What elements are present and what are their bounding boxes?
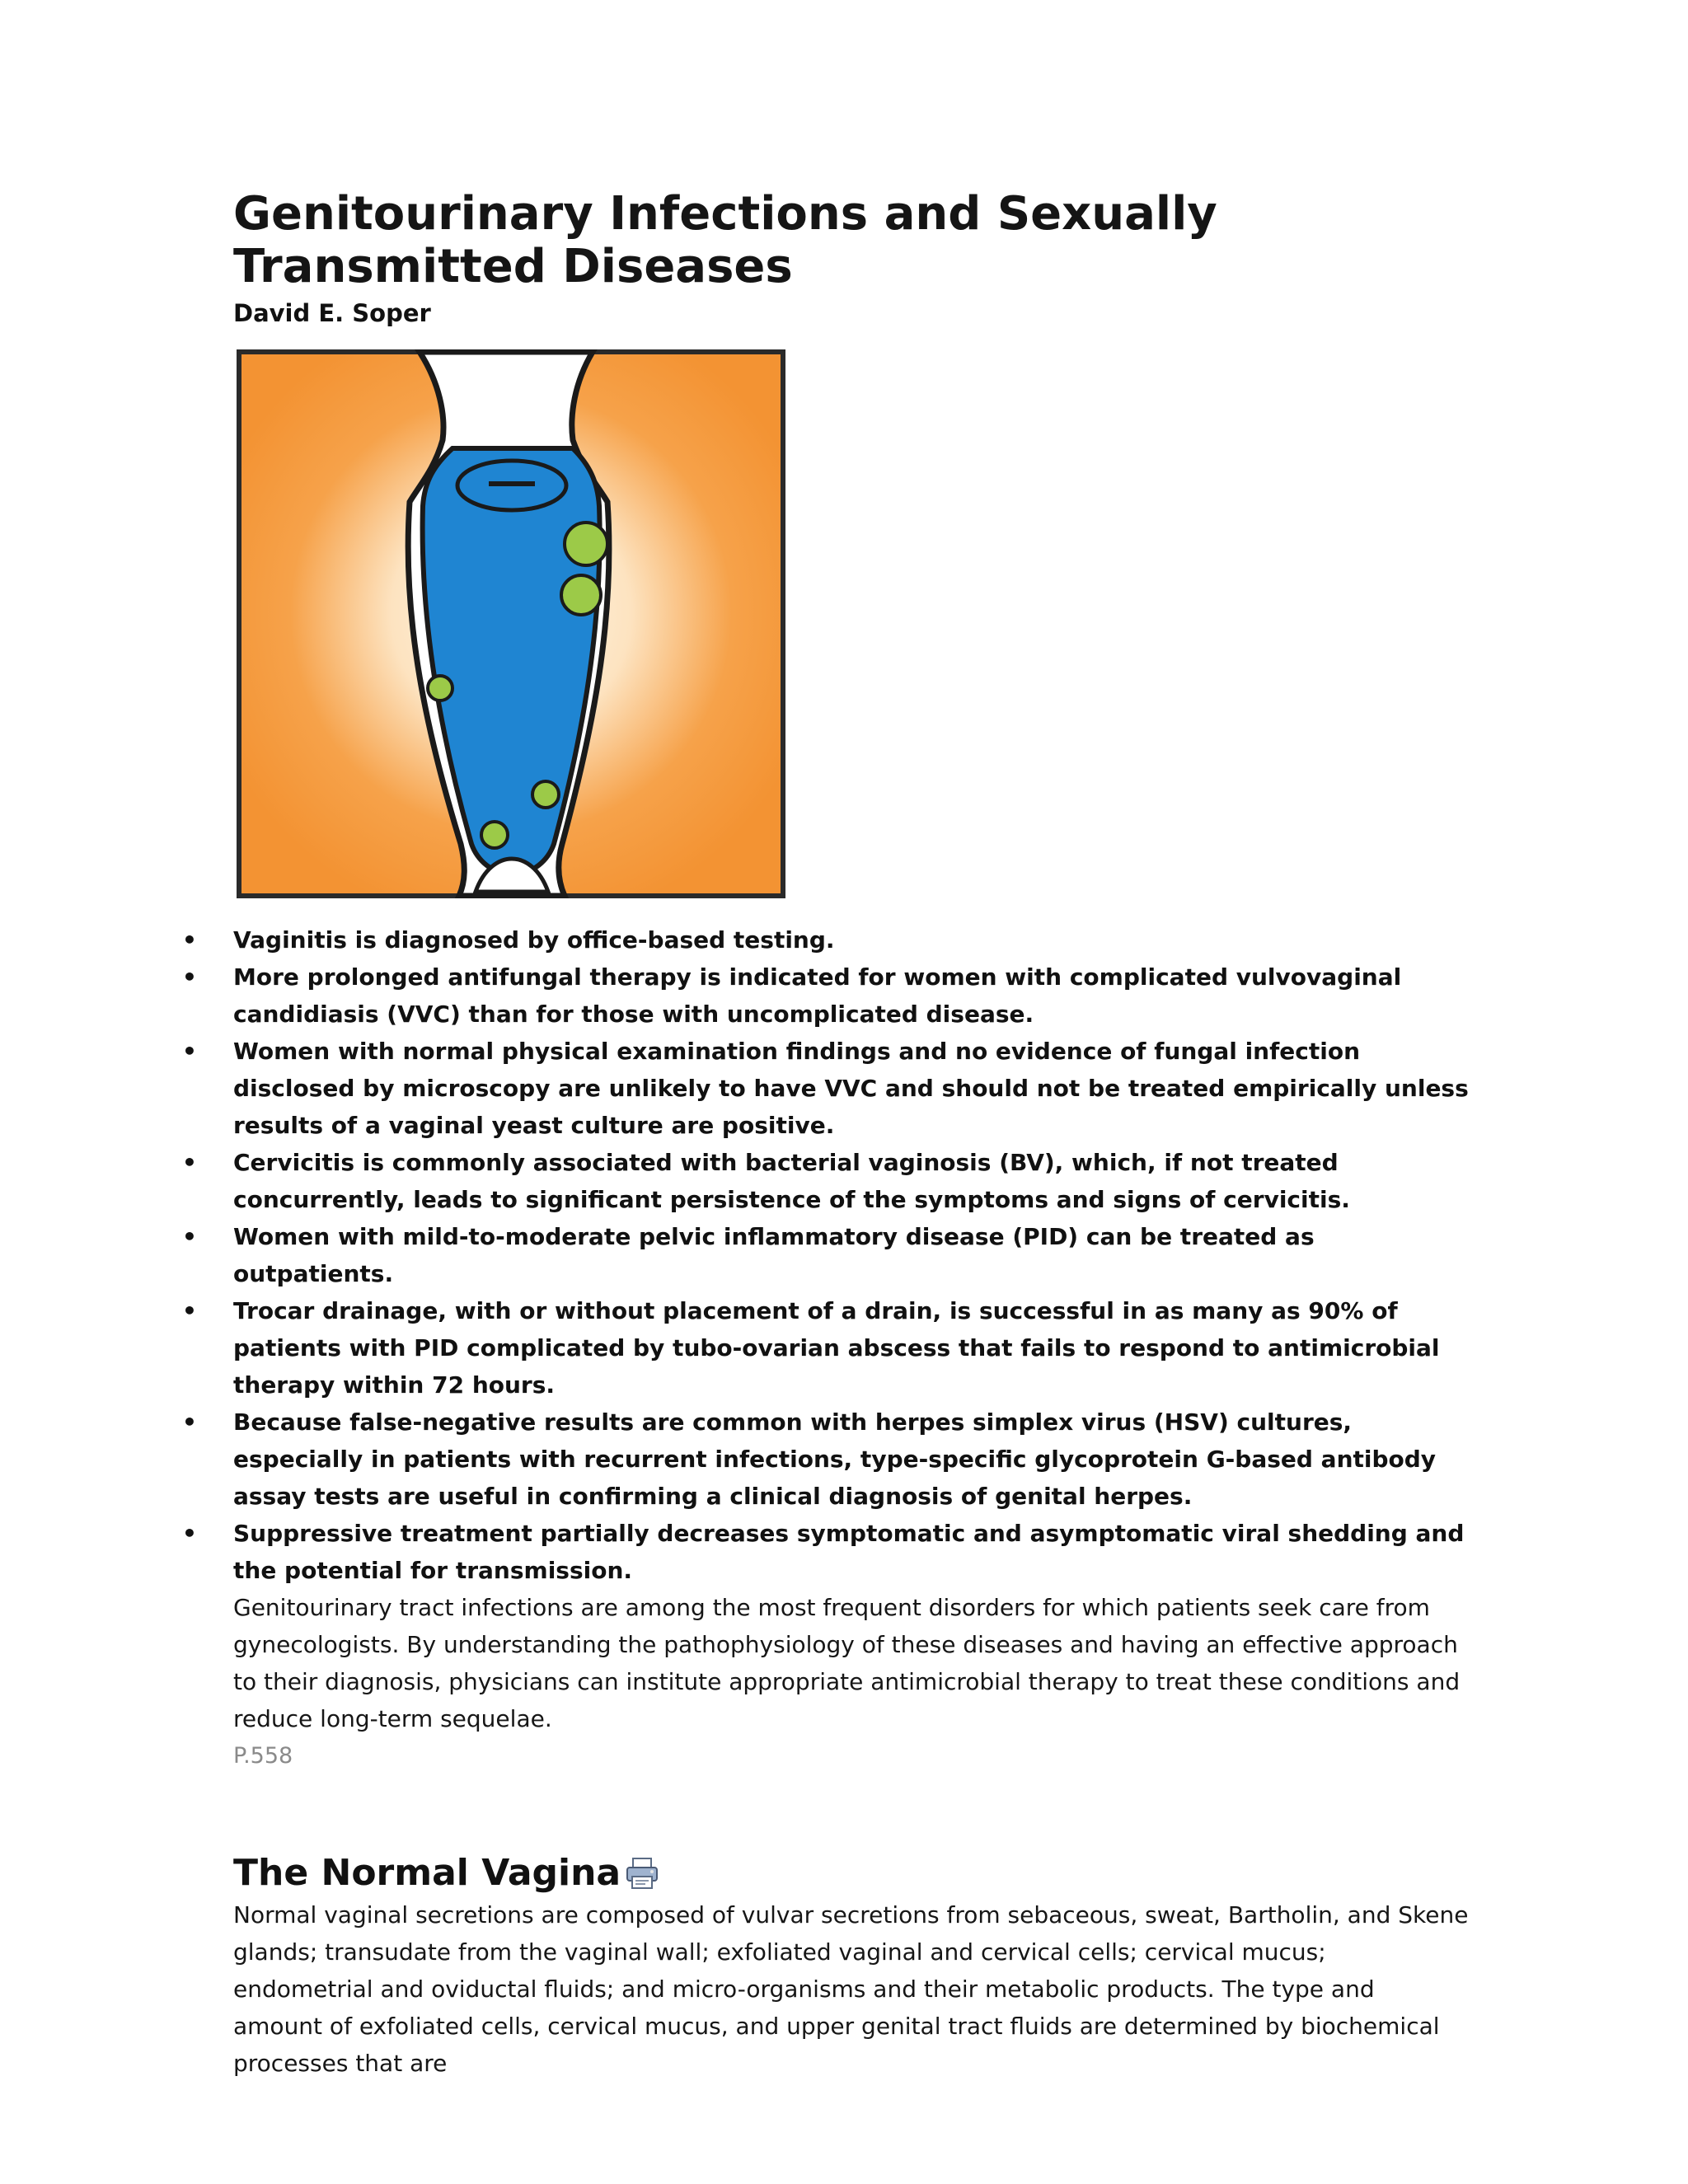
- bullet-icon: •: [182, 1223, 197, 1250]
- bullet-icon: •: [182, 1297, 197, 1324]
- intro-paragraph: Genitourinary tract infections are among the most frequent disorders for which patients seek care from gynecologists. By understanding the pathophysiology of these diseases and having an effective approach to their diagnosis, physicians can institute appropriate antimicrobial therapy to treat these conditions and reduce long-term sequelae.: [233, 1594, 1461, 1732]
- list-item: • Vaginitis is diagnosed by office-based testing.: [233, 921, 1470, 958]
- bullet-icon: •: [182, 1038, 197, 1065]
- bullet-icon: •: [182, 926, 197, 954]
- section-heading-text: The Normal Vagina: [233, 1852, 621, 1894]
- section-paragraph: Normal vaginal secretions are composed of vulvar secretions from sebaceous, sweat, Bartholin, and Skene glands; transudate from the vaginal wall; exfoliated vaginal and cervical cells; cervical mucus; endometrial and oviductal fluids; and micro-organisms and their metabolic products. The type and amount of exfoliated cells, cervical mucus, and upper genital tract fluids are determined by biochemical processes that are: [233, 1901, 1469, 2077]
- list-item: • Suppressive treatment partially decreases symptomatic and asymptomatic viral shedding and the potential for transmission.: [233, 1515, 1470, 1589]
- document-page: [182, 187, 1470, 2082]
- bullet-icon: •: [182, 963, 197, 991]
- organism: [532, 781, 559, 808]
- organism: [428, 676, 452, 701]
- list-item: • Women with normal physical examination findings and no evidence of fungal infection disclosed by microscopy are unlikely to have VVC and should not be treated empirically unless results of a vaginal yeast culture are positive.: [233, 1033, 1470, 1144]
- chapter-author: David E. Soper: [233, 299, 431, 327]
- list-item: • Cervicitis is commonly associated with bacterial vaginosis (BV), which, if not treated concurrently, leads to significant persistence of the symptoms and signs of cervicitis.: [233, 1144, 1470, 1218]
- bullet-icon: •: [182, 1149, 197, 1176]
- list-item: • Women with mild-to-moderate pelvic inflammatory disease (PID) can be treated as outpatients.: [233, 1218, 1470, 1292]
- list-item: • Because false-negative results are common with herpes simplex virus (HSV) cultures, especially in patients with recurrent infections, type-specific glycoprotein G-based antibody assay tests are useful in confirming a clinical diagnosis of genital herpes.: [233, 1404, 1470, 1515]
- page-marker: P.558: [233, 1743, 293, 1769]
- printer-icon[interactable]: [624, 1855, 660, 1891]
- chapter-illustration: [237, 349, 785, 898]
- organism: [561, 575, 601, 615]
- bullet-icon: •: [182, 1408, 197, 1436]
- bullet-icon: •: [182, 1520, 197, 1547]
- organism: [565, 523, 607, 565]
- vaginal-pathogen-illustration-icon: [237, 349, 785, 898]
- chapter-title: Genitourinary Infections and Sexually Transmitted Diseases: [233, 187, 1217, 293]
- list-item: • More prolonged antifungal therapy is indicated for women with complicated vulvovaginal candidiasis (VVC) than for those with uncomplicated disease.: [233, 958, 1470, 1033]
- organism: [481, 822, 508, 848]
- section-heading: [233, 1850, 1470, 1896]
- key-points-list: [182, 921, 1470, 1589]
- list-item: • Trocar drainage, with or without placement of a drain, is successful in as many as 90% of patients with PID complicated by tubo-ovarian abscess that fails to respond to antimicrobial therapy within 72 hours.: [233, 1292, 1470, 1404]
